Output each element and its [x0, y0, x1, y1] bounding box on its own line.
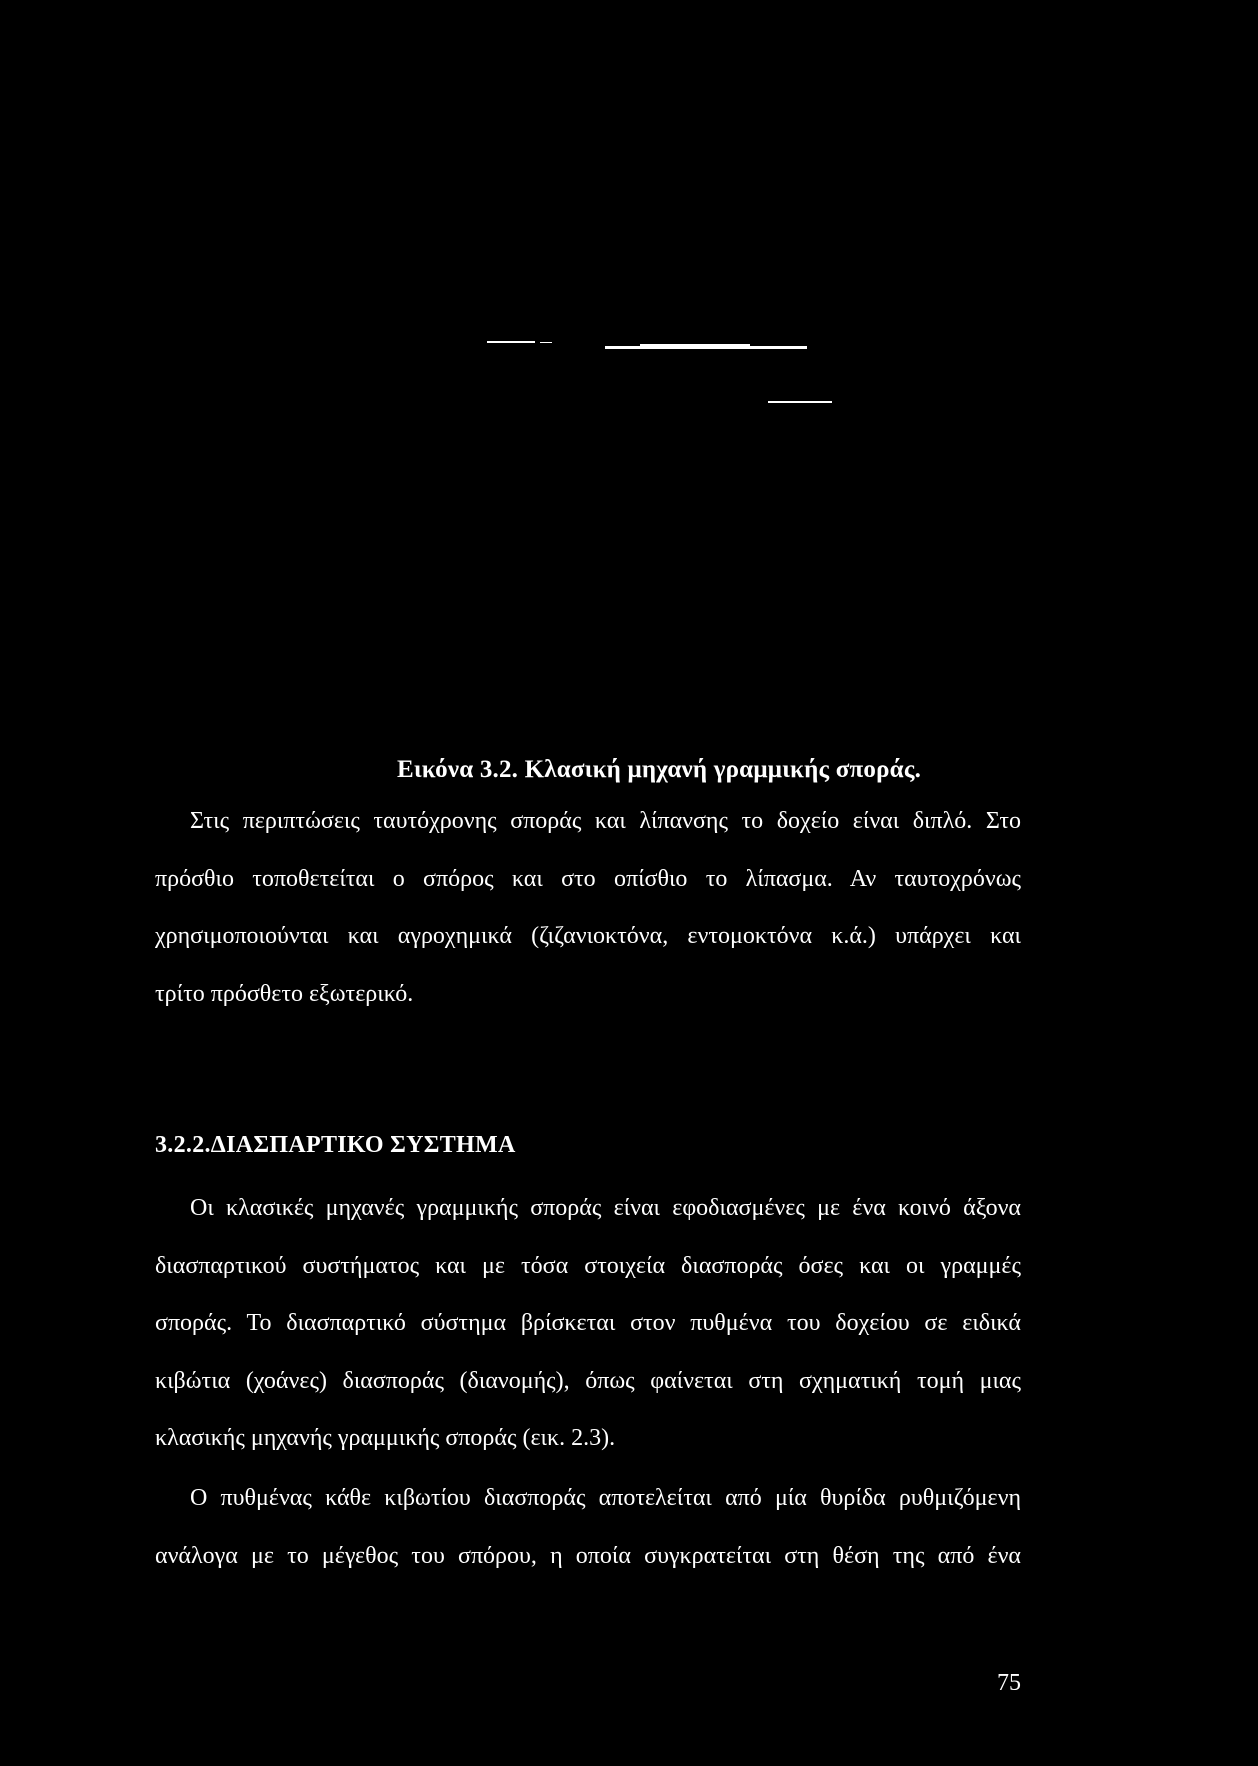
paragraph-line: Οι κλασικές μηχανές γραμμικής σποράς είναι εφοδιασμένες με ένα κοινό άξονα	[190, 1195, 1021, 1221]
figure-scan-artifact	[540, 342, 552, 343]
paragraph-line: κλασικής μηχανής γραμμικής σποράς (εικ. 2.3).	[155, 1425, 616, 1451]
paragraph-dispersal-system	[155, 1190, 1021, 1478]
paragraph-line: κιβώτια (χοάνες) διασποράς (διανομής), όπως φαίνεται στη σχηματική τομή μιας	[155, 1367, 1021, 1394]
paragraph-line: τρίτο πρόσθετο εξωτερικό.	[155, 980, 414, 1007]
page-number: 75	[997, 1670, 1021, 1696]
figure-scan-artifact	[640, 344, 750, 346]
section-heading: 3.2.2.ΔΙΑΣΠΑΡΤΙΚΟ ΣΥΣΤΗΜΑ	[155, 1132, 516, 1158]
figure-scan-artifact	[605, 346, 807, 349]
paragraph-box-bottom	[155, 1480, 1021, 1595]
figure-image-area	[0, 0, 1258, 720]
paragraph-line: ανάλογα με το μέγεθος του σπόρου, η οποία συγκρατείται στη θέση της από ένα	[155, 1542, 1021, 1569]
paragraph-line: πρόσθιο τοποθετείται ο σπόρος και στο οπίσθιο το λίπασμα. Αν ταυτοχρόνως	[155, 865, 1021, 892]
paragraph-line: σποράς. Το διασπαρτικό σύστημα βρίσκεται στον πυθμένα του δοχείου σε ειδικά	[155, 1310, 1021, 1336]
paragraph-line: διασπαρτικού συστήματος και με τόσα στοιχεία διασποράς όσες και οι γραμμές	[155, 1252, 1021, 1279]
figure-caption	[0, 756, 1258, 784]
paragraph-line: Στις περιπτώσεις ταυτόχρονης σποράς και λίπανσης το δοχείο είναι διπλό. Στο	[190, 808, 1021, 834]
figure-scan-artifact	[487, 341, 535, 343]
paragraph-simultaneous-sowing	[155, 803, 1021, 1033]
paragraph-line: χρησιμοποιούνται και αγροχημικά (ζιζανιοκτόνα, εντομοκτόνα κ.ά.) υπάρχει και	[155, 923, 1021, 949]
figure-scan-artifact	[768, 401, 832, 403]
paragraph-line: Ο πυθμένας κάθε κιβωτίου διασποράς αποτελείται από μία θυρίδα ρυθμιζόμενη	[190, 1485, 1021, 1511]
figure-caption-text: Εικόνα 3.2. Κλασική μηχανή γραμμικής σποράς.	[396, 756, 922, 783]
